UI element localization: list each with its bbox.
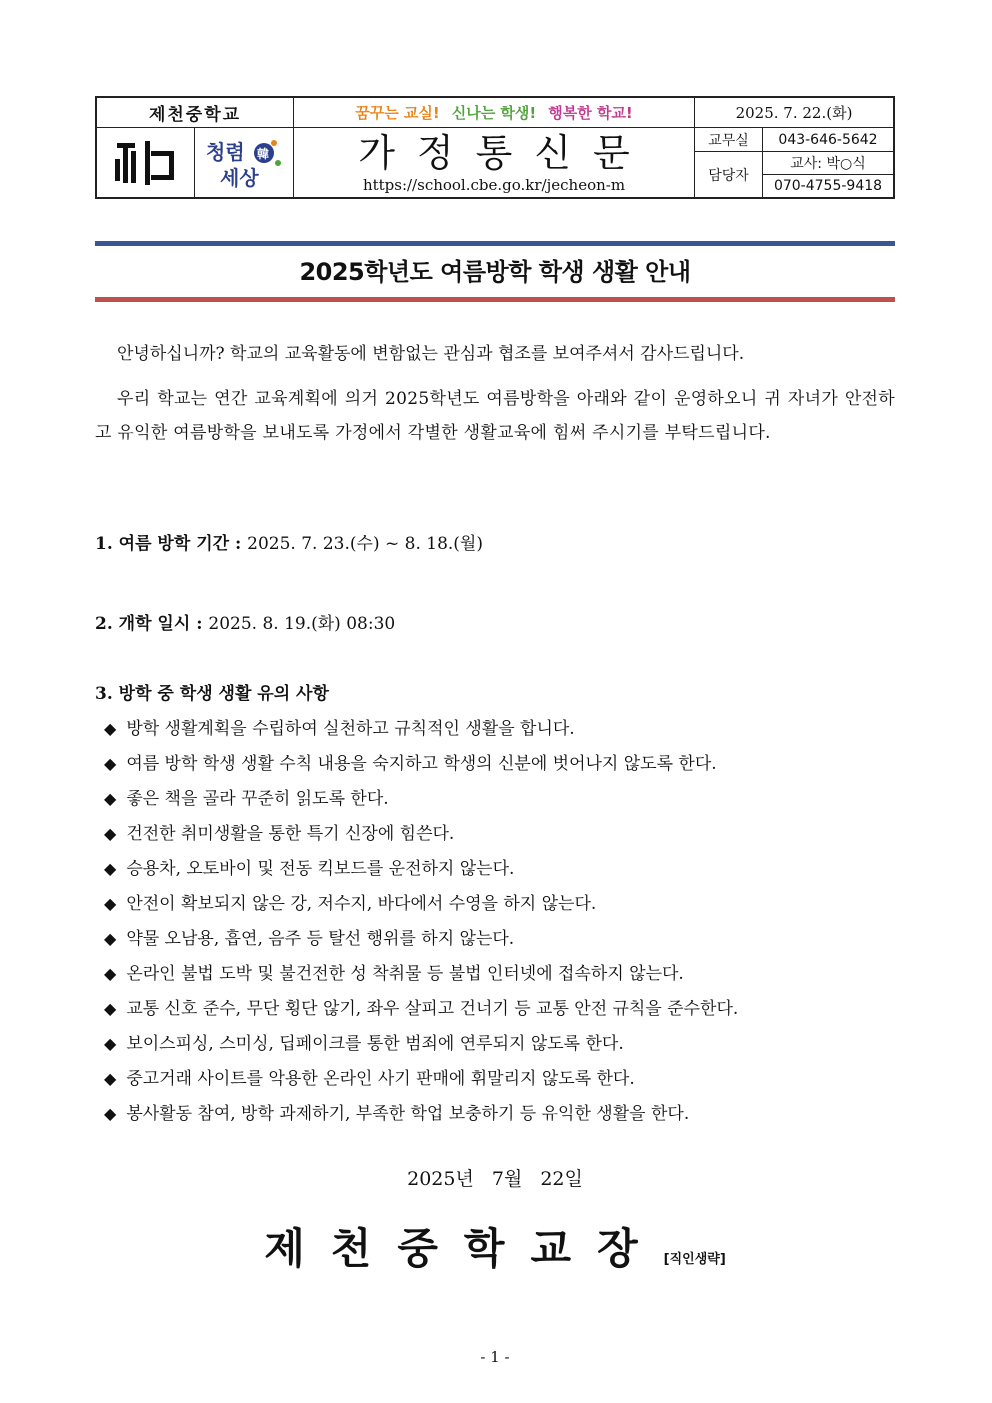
greeting-paragraph: 안녕하십니까? 학교의 교육활동에 변함없는 관심과 협조를 보여주셔서 감사드립니다.: [117, 344, 745, 364]
notice-title: 2025학년도 여름방학 학생 생활 안내: [299, 258, 691, 286]
issue-date: 2025. 7. 22.(화): [695, 98, 893, 128]
slogan-part-2: 신나는 학생!: [451, 104, 537, 122]
diamond-bullet-icon: ◆: [104, 929, 117, 948]
section2-value: 2025. 8. 19.(화) 08:30: [208, 614, 396, 634]
diamond-bullet-icon: ◆: [104, 859, 117, 878]
diamond-bullet-icon: ◆: [104, 999, 117, 1018]
document-date: 2025년 7월 22일: [407, 1168, 583, 1190]
list-item: ◆ 안전이 확보되지 않은 강, 저수지, 바다에서 수영을 하지 않는다.: [104, 894, 597, 914]
section-vacation-period: [95, 529, 483, 554]
list-item: ◆ 교통 신호 준수, 무단 횡단 않기, 좌우 살피고 건너기 등 교통 안전 규칙을 준수한다.: [104, 999, 739, 1019]
section-school-start: [95, 609, 395, 634]
section-guidelines: 3. 방학 중 학생 생활 유의 사항: [95, 684, 329, 704]
section1-value: 2025. 7. 23.(수) ~ 8. 18.(월): [247, 534, 483, 554]
integrity-emblem: [195, 128, 294, 197]
title-top-rule: [95, 241, 895, 246]
svg-text:韓: 韓: [257, 146, 270, 161]
diamond-bullet-icon: ◆: [104, 1034, 117, 1053]
guideline-list: [104, 711, 904, 1131]
diamond-bullet-icon: ◆: [104, 1069, 117, 1088]
school-name: 제천중학교: [97, 98, 294, 128]
seal-note: [직인생략]: [663, 1252, 726, 1267]
newsletter-title-cell: [294, 128, 695, 197]
diamond-bullet-icon: ◆: [104, 754, 117, 773]
section1-label: 1. 여름 방학 기간 :: [95, 534, 242, 554]
diamond-bullet-icon: ◆: [104, 894, 117, 913]
header-table: [95, 96, 895, 199]
school-url[interactable]: https://school.cbe.go.kr/jecheon-m: [362, 175, 626, 194]
diamond-bullet-icon: ◆: [104, 789, 117, 808]
office-label: 교무실: [695, 128, 763, 152]
office-phone: 043-646-5642: [763, 128, 893, 152]
list-item: ◆ 좋은 책을 골라 꾸준히 읽도록 한다.: [104, 789, 389, 809]
title-bottom-rule: [95, 297, 895, 302]
manager-label: 담당자: [695, 152, 763, 197]
section2-label: 2. 개학 일시 :: [95, 614, 203, 634]
intro-paragraph: 우리 학교는 연간 교육계획에 의거 2025학년도 여름방학을 아래와 같이 운영하오니 귀 자녀가 안전하고 유익한 여름방학을 보내도록 가정에서 각별한 생활교육에 힘써 주시기를 부탁드립니다.: [95, 389, 895, 443]
manager-phone: 070-4755-9418: [773, 178, 883, 194]
manager-name: 교사: 박○식: [763, 152, 893, 175]
slogan-part-1: 꿈꾸는 교실!: [355, 104, 440, 122]
slogan: [294, 98, 695, 128]
svg-text:세상: 세상: [220, 165, 259, 190]
list-item: ◆ 약물 오남용, 흡연, 음주 등 탈선 행위를 하지 않는다.: [104, 929, 515, 949]
integrity-emblem-icon: [202, 135, 286, 191]
list-item: ◆ 건전한 취미생활을 통한 특기 신장에 힘쓴다.: [104, 824, 455, 844]
diamond-bullet-icon: ◆: [104, 964, 117, 983]
diamond-bullet-icon: ◆: [104, 719, 117, 738]
newsletter-title: 가정통신문: [358, 130, 652, 175]
list-item: ◆ 방학 생활계획을 수립하여 실천하고 규칙적인 생활을 합니다.: [104, 719, 575, 739]
school-logo-icon: [111, 137, 181, 189]
diamond-bullet-icon: ◆: [104, 1104, 117, 1123]
list-item: ◆ 봉사활동 참여, 방학 과제하기, 부족한 학업 보충하기 등 유익한 생활을 한다.: [104, 1104, 690, 1124]
principal-title: 제천중학교장: [264, 1224, 664, 1273]
list-item: ◆ 중고거래 사이트를 악용한 온라인 사기 판매에 휘말리지 않도록 한다.: [104, 1069, 635, 1089]
principal-signature: [95, 1216, 895, 1276]
list-item: ◆ 온라인 불법 도박 및 불건전한 성 착취물 등 불법 인터넷에 접속하지 않는다.: [104, 964, 684, 984]
list-item: ◆ 여름 방학 학생 생활 수칙 내용을 숙지하고 학생의 신분에 벗어나지 않도록 한다.: [104, 754, 717, 774]
list-item: ◆ 보이스피싱, 스미싱, 딥페이크를 통한 범죄에 연루되지 않도록 한다.: [104, 1034, 624, 1054]
page-number: - 1 -: [480, 1348, 510, 1366]
list-item: ◆ 승용차, 오토바이 및 전동 킥보드를 운전하지 않는다.: [104, 859, 515, 879]
school-logo: [97, 128, 195, 197]
diamond-bullet-icon: ◆: [104, 824, 117, 843]
slogan-part-3: 행복한 학교!: [548, 104, 633, 122]
svg-text:청렴: 청렴: [206, 139, 245, 164]
